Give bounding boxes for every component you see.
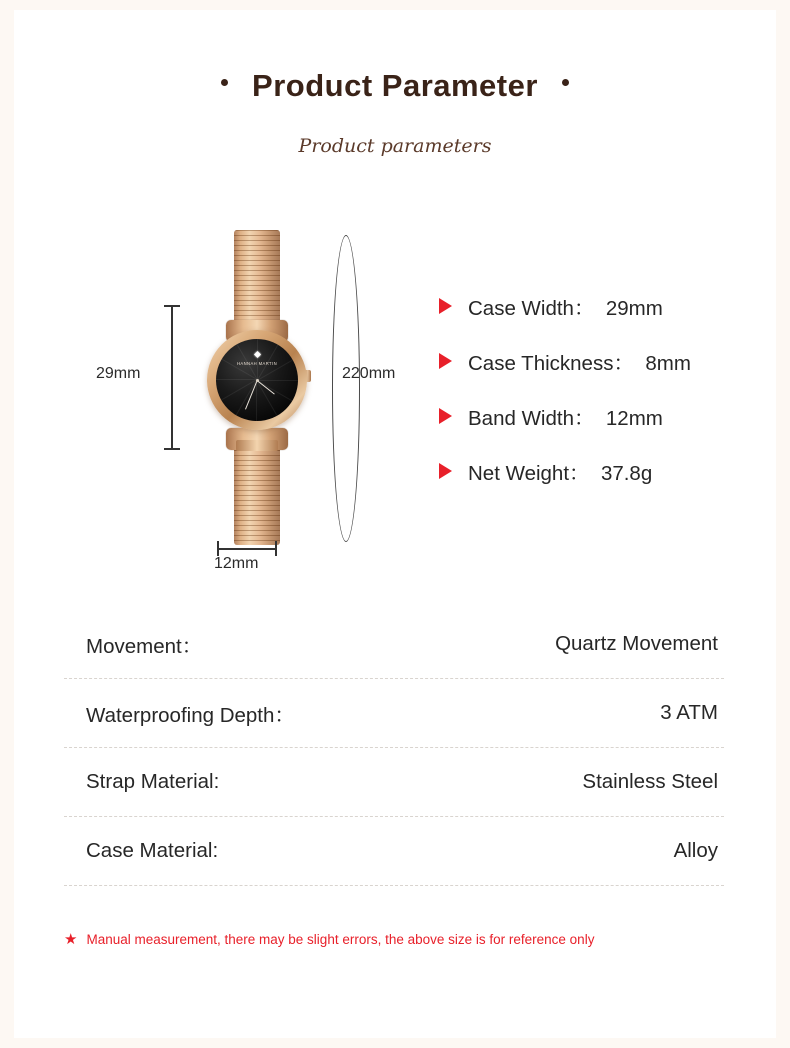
dial-gem-icon: [253, 351, 260, 358]
dial-ray: [257, 380, 298, 381]
strap-texture-bottom: [234, 435, 280, 545]
table-row-value: 3 ATM: [660, 701, 718, 724]
watch-clasp: [236, 440, 278, 451]
case-height-label: 29mm: [96, 365, 141, 382]
spec-item: [439, 333, 769, 388]
table-row: [64, 679, 724, 748]
spec-value-text: 37.8g: [600, 461, 653, 485]
content-card: [14, 10, 776, 1038]
spec-item: [439, 388, 769, 443]
spec-label-text: Band Width：: [468, 406, 595, 430]
dimension-bar-vertical: [171, 305, 173, 450]
triangle-right-icon: [439, 408, 452, 424]
spec-item-label: [468, 346, 691, 376]
spec-label-text: Case Width：: [468, 296, 595, 320]
table-row: [64, 610, 724, 679]
dimension-cap-right: [275, 541, 277, 556]
page-subtitle: Product parameters: [298, 135, 492, 157]
watch-illustration: [202, 230, 312, 545]
spec-value-text: 8mm: [645, 351, 691, 375]
band-width-label: 12mm: [214, 555, 259, 572]
spec-value-text: 12mm: [605, 406, 663, 430]
table-row-value: Stainless Steel: [582, 770, 718, 793]
dial-center-pin: [256, 379, 259, 382]
spec-table: [64, 610, 724, 886]
table-row: [64, 748, 724, 817]
table-row-value: Quartz Movement: [555, 632, 718, 655]
spec-item-label: [468, 456, 652, 486]
case-height-dimension-line: [162, 305, 182, 450]
page-title: [14, 68, 776, 104]
spec-list: [439, 278, 769, 498]
footnote: [64, 930, 744, 948]
footnote-text: Manual measurement, there may be slight errors, the above size is for reference only: [86, 931, 595, 947]
band-width-dimension-line: [217, 540, 277, 556]
table-row-key: Movement：: [86, 635, 203, 658]
triangle-right-icon: [439, 353, 452, 369]
spec-item: [439, 278, 769, 333]
spec-item-label: [468, 291, 663, 321]
dot-icon-right: [562, 79, 569, 86]
dial-brand-text: HANNAH MARTIN: [236, 361, 278, 366]
watch-dial: [216, 339, 298, 421]
star-icon: ★: [64, 931, 78, 948]
table-row: [64, 817, 724, 886]
watch-strap-bottom: [234, 435, 280, 545]
spec-label-text: Net Weight：: [468, 461, 590, 485]
spec-item: [439, 443, 769, 498]
spec-value-text: 29mm: [605, 296, 663, 320]
dial-ray: [216, 379, 257, 380]
table-row-key: Strap Material:: [86, 770, 220, 793]
table-row-key: Case Material:: [86, 839, 219, 862]
dot-icon-left: [221, 79, 228, 86]
table-row-key: Waterproofing Depth：: [86, 704, 295, 727]
dimension-cap-bottom: [164, 448, 180, 450]
spec-label-text: Case Thickness：: [468, 351, 634, 375]
dial-ray: [257, 339, 258, 380]
spec-item-label: [468, 401, 663, 431]
page-title-text: Product Parameter: [252, 68, 538, 103]
watch-diagram: [74, 210, 454, 595]
dial-ray: [256, 380, 257, 421]
dimension-bar-horizontal: [217, 548, 277, 550]
band-length-label: 220mm: [342, 365, 396, 382]
band-length-ellipse: [332, 235, 360, 542]
watch-case: [207, 330, 307, 430]
triangle-right-icon: [439, 298, 452, 314]
triangle-right-icon: [439, 463, 452, 479]
table-row-value: Alloy: [673, 839, 718, 862]
